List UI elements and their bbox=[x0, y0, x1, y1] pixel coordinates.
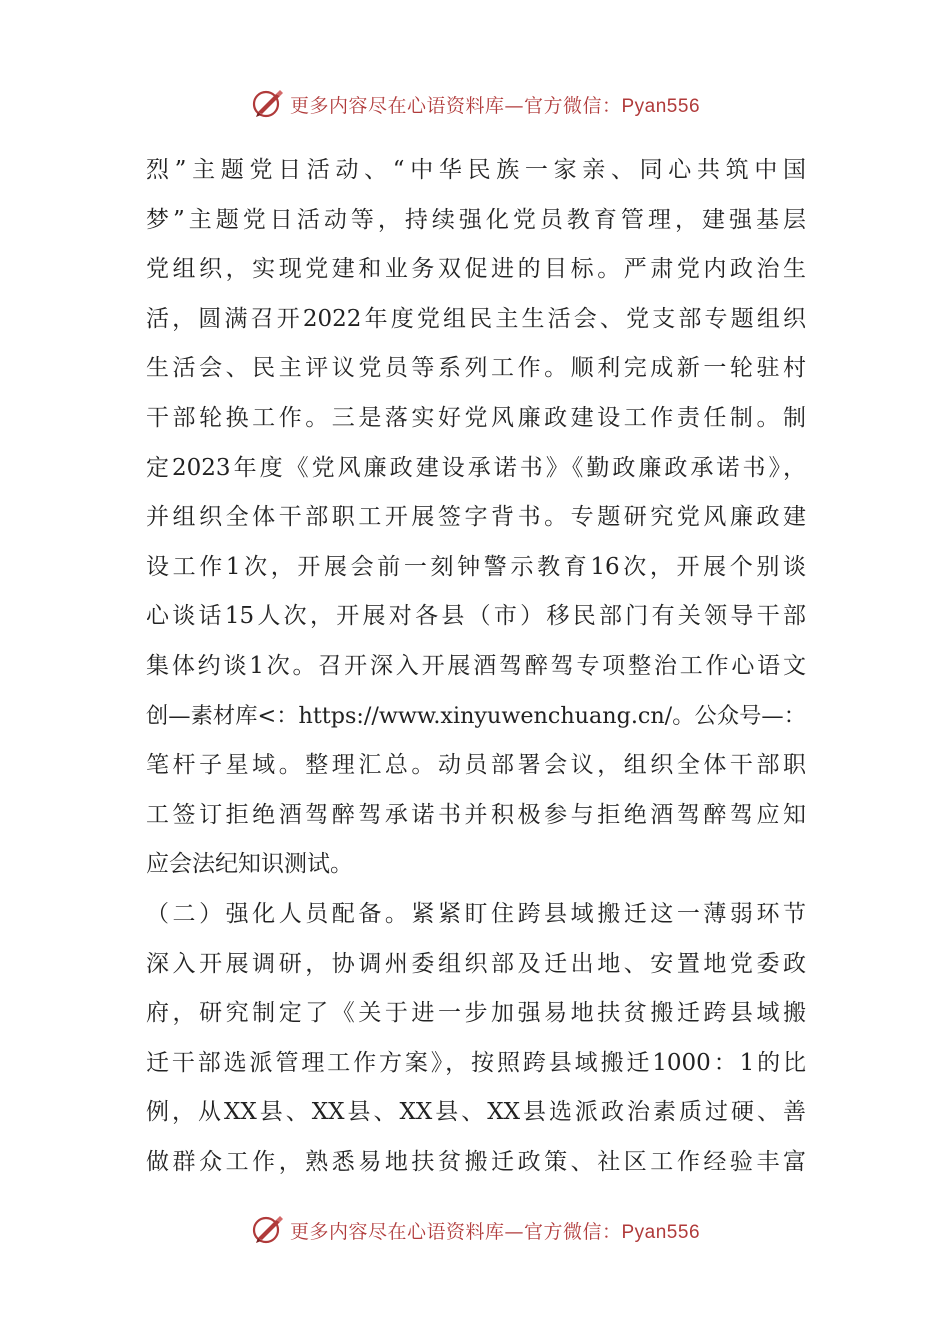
body-line: 党组织，实现党建和业务双促进的目标。严肃党内政治生 bbox=[146, 256, 806, 283]
body-line: 活，圆满召开2022年度党组民主生活会、党支部专题组织 bbox=[146, 305, 806, 332]
body-line: 心谈话15人次，开展对各县（市）移民部门有关领导干部 bbox=[146, 603, 806, 630]
footer-wechat-id: Pyan556 bbox=[621, 1221, 701, 1243]
body-line: 生活会、民主评议党员等系列工作。顺利完成新一轮驻村 bbox=[146, 355, 806, 382]
header-watermark-text: 更多内容尽在心语资料库—官方微信：Pyan556 bbox=[289, 94, 701, 117]
body-line: 做群众工作，熟悉易地扶贫搬迁政策、社区工作经验丰富 bbox=[146, 1148, 806, 1175]
body-line: 深入开展调研，协调州委组织部及迁出地、安置地党委政 bbox=[146, 950, 806, 977]
body-line: 例，从XX县、XX县、XX县、XX县选派政治素质过硬、善 bbox=[146, 1099, 806, 1126]
body-line: 笔杆子星域。整理汇总。动员部署会议，组织全体干部职 bbox=[146, 752, 806, 779]
body-line: 梦”主题党日活动等，持续强化党员教育管理，建强基层 bbox=[146, 206, 806, 233]
pen-logo-icon bbox=[250, 1212, 286, 1248]
body-line: 定2023年度《党风廉政建设承诺书》《勤政廉政承诺书》， bbox=[146, 454, 806, 481]
body-line: 府，研究制定了《关于进一步加强易地扶贫搬迁跨县域搬 bbox=[146, 1000, 806, 1027]
body-line: 应会法纪知识测试。 bbox=[146, 851, 353, 878]
footer-watermark-banner bbox=[0, 1210, 950, 1250]
body-line: 创—素材库<：https://www.xinyuwenchuang.cn/。公众号—： bbox=[146, 702, 806, 729]
header-watermark-banner bbox=[0, 84, 950, 124]
body-line: 设工作1次，开展会前一刻钟警示教育16次，开展个别谈 bbox=[146, 553, 806, 580]
body-line: 迁干部选派管理工作方案》，按照跨县域搬迁1000：1的比 bbox=[146, 1049, 806, 1076]
body-line: 烈”主题党日活动、“中华民族一家亲、同心共筑中国 bbox=[146, 157, 806, 183]
body-line: 干部轮换工作。三是落实好党风廉政建设工作责任制。制 bbox=[146, 404, 806, 431]
body-line: 并组织全体干部职工开展签字背书。专题研究党风廉政建 bbox=[146, 504, 806, 531]
body-line: 集体约谈1次。召开深入开展酒驾醉驾专项整治工作心语文 bbox=[146, 652, 806, 679]
body-line: 工签订拒绝酒驾醉驾承诺书并积极参与拒绝酒驾醉驾应知 bbox=[146, 801, 806, 828]
body-line: （二）强化人员配备。紧紧盯住跨县域搬迁这一薄弱环节 bbox=[146, 900, 806, 927]
footer-watermark-text: 更多内容尽在心语资料库—官方微信：Pyan556 bbox=[289, 1220, 701, 1243]
pen-logo-icon bbox=[250, 86, 286, 122]
document-body bbox=[146, 146, 806, 1187]
header-wechat-id: Pyan556 bbox=[621, 95, 701, 117]
